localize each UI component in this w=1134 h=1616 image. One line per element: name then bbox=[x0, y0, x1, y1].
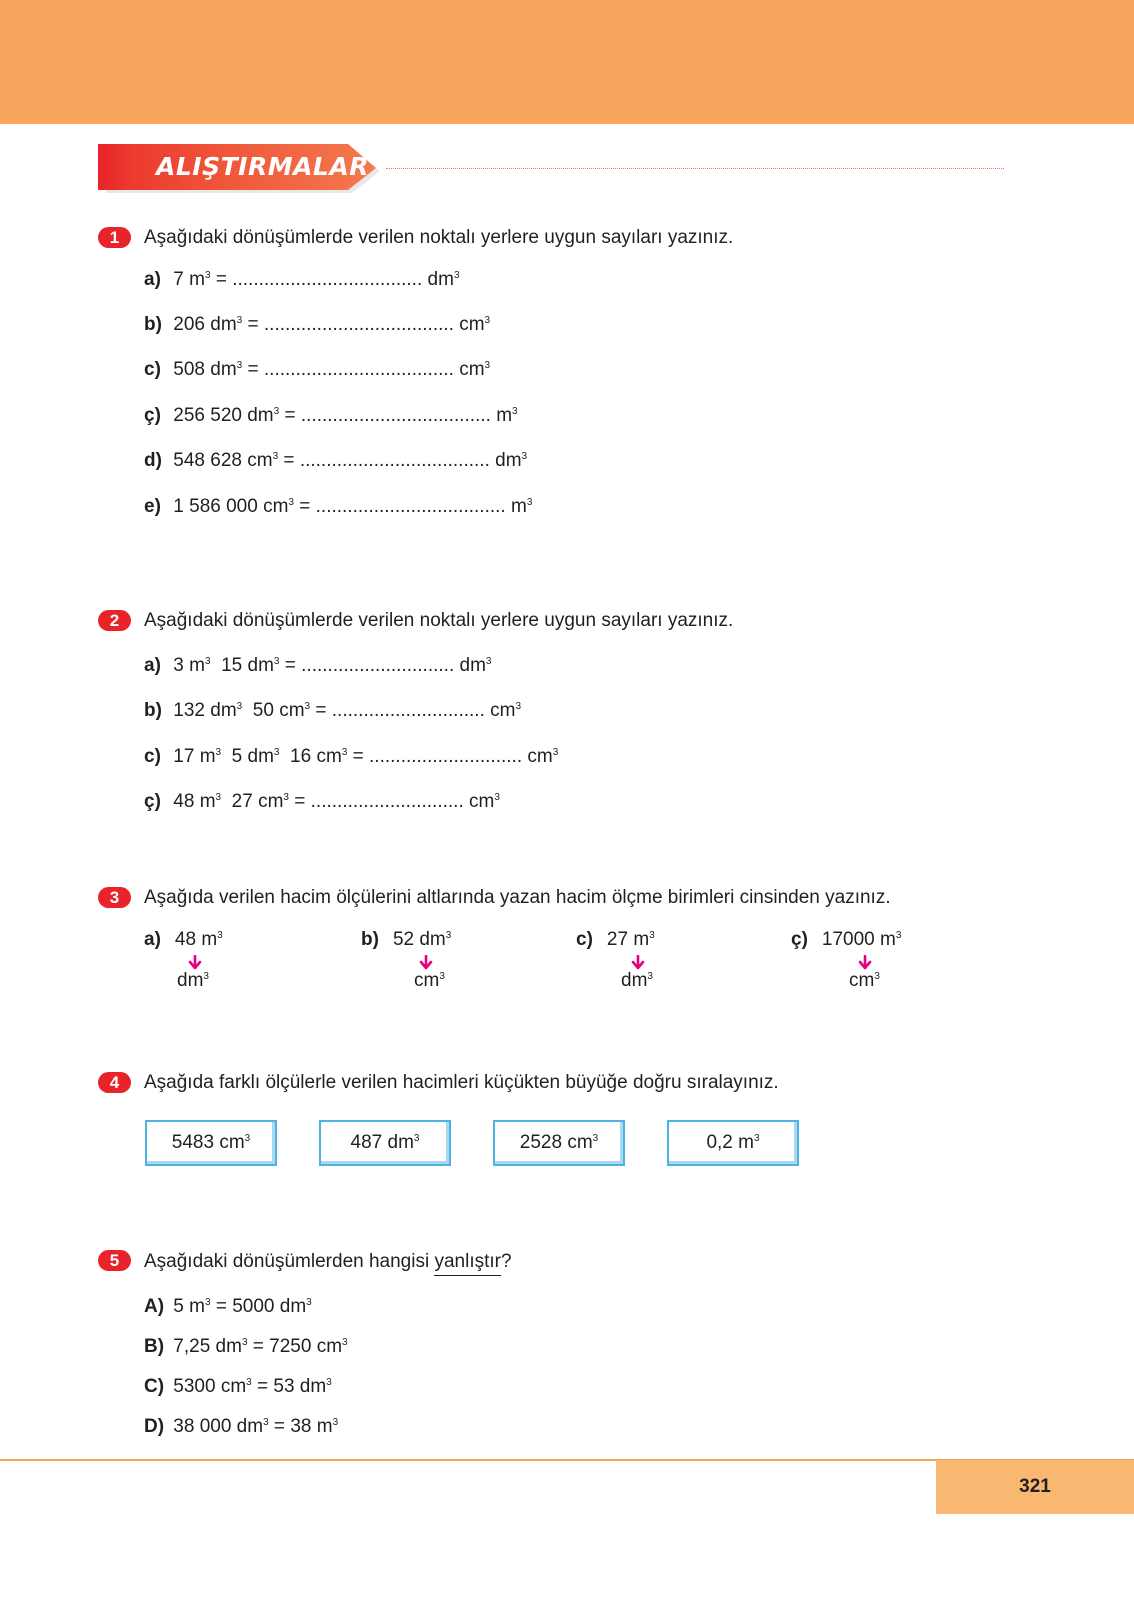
volume-box[interactable]: 487 $dm^3$ bbox=[319, 1120, 451, 1166]
down-arrow-icon bbox=[418, 955, 434, 971]
item-label: ç) bbox=[144, 791, 161, 812]
down-arrow-icon bbox=[857, 955, 873, 971]
q5-option-c[interactable]: C) 5300 $cm^3 = 53$ $dm^3$ bbox=[144, 1376, 332, 1397]
option-label: A) bbox=[144, 1296, 165, 1317]
item-label: b) bbox=[144, 700, 162, 721]
answer-blank[interactable]: ............................. bbox=[301, 655, 455, 676]
q2-item-c: c) 17 $m^3$ 5 $dm^3$ 16 $cm^3$ = ............................. $cm^3$ bbox=[144, 746, 559, 767]
item-label: b) bbox=[361, 929, 379, 950]
section-banner bbox=[98, 144, 383, 194]
banner-dotted-rule bbox=[386, 168, 1004, 169]
q3-item-c: c) 27 $m^3$ bbox=[576, 929, 655, 950]
q2-item-b: b) 132 $dm^3$ 50 $cm^3$ = ............................. $cm^3$ bbox=[144, 700, 522, 721]
emphasis-underlined: yanlıştır bbox=[434, 1252, 501, 1276]
q2-item-cc: ç) 48 $m^3$ 27 $cm^3$ = ............................. $cm^3$ bbox=[144, 791, 500, 812]
page-number: 321 bbox=[936, 1460, 1134, 1514]
q5-option-d[interactable]: D) 38 000 $dm^3 = 38$ $m^3$ bbox=[144, 1416, 339, 1437]
question-number-badge: 1 bbox=[98, 227, 131, 248]
volume-box[interactable]: 0,2 $m^3$ bbox=[667, 1120, 799, 1166]
item-label: d) bbox=[144, 450, 162, 471]
q3-target-unit: $dm^3$ bbox=[621, 970, 653, 991]
q5-option-b[interactable]: B) 7,25 $dm^3 = 7250$ $cm^3$ bbox=[144, 1336, 348, 1357]
question-number-badge: 5 bbox=[98, 1250, 131, 1271]
answer-blank[interactable]: ............................. bbox=[310, 791, 464, 812]
q1-item-e: e) 1 586 000 $cm^3$ = .................................... $m^3$ bbox=[144, 496, 533, 517]
option-label: D) bbox=[144, 1416, 165, 1437]
item-label: a) bbox=[144, 929, 161, 950]
answer-blank[interactable]: .................................... bbox=[300, 405, 491, 426]
q1-item-b: b) 206 $dm^3$ = .................................... $cm^3$ bbox=[144, 314, 491, 335]
question-4-prompt: Aşağıda farklı ölçülerle verilen hacimleri küçükten büyüğe doğru sıralayınız. bbox=[144, 1072, 779, 1093]
volume-box[interactable]: 5483 $cm^3$ bbox=[145, 1120, 277, 1166]
q1-item-a: a) 7 $m^3$ = .................................... $dm^3$ bbox=[144, 269, 460, 290]
down-arrow-icon bbox=[187, 955, 203, 971]
answer-blank[interactable]: .................................... bbox=[263, 314, 454, 335]
option-label: B) bbox=[144, 1336, 165, 1357]
answer-blank[interactable]: ............................. bbox=[369, 746, 523, 767]
item-label: ç) bbox=[791, 929, 808, 950]
q1-item-cc: ç) 256 520 $dm^3$ = .................................... $m^3$ bbox=[144, 405, 518, 426]
section-title: ALIŞTIRMALAR bbox=[156, 152, 369, 181]
item-label: c) bbox=[576, 929, 593, 950]
question-3-prompt: Aşağıda verilen hacim ölçülerini altlarında yazan hacim ölçme birimleri cinsinden yazınız. bbox=[144, 887, 891, 908]
down-arrow-icon bbox=[630, 955, 646, 971]
question-5-prompt: Aşağıdaki dönüşümlerden hangisi yanlıştır? bbox=[144, 1251, 512, 1276]
q1-item-d: d) 548 628 $cm^3$ = .................................... $dm^3$ bbox=[144, 450, 528, 471]
answer-blank[interactable]: .................................... bbox=[299, 450, 490, 471]
question-number-badge: 4 bbox=[98, 1072, 131, 1093]
option-label: C) bbox=[144, 1376, 165, 1397]
answer-blank[interactable]: .................................... bbox=[232, 269, 423, 290]
item-label: e) bbox=[144, 496, 161, 517]
answer-blank[interactable]: .................................... bbox=[263, 359, 454, 380]
q3-item-a: a) 48 $m^3$ bbox=[144, 929, 223, 950]
answer-blank[interactable]: ............................. bbox=[331, 700, 485, 721]
answer-blank[interactable]: .................................... bbox=[315, 496, 506, 517]
question-number-badge: 3 bbox=[98, 887, 131, 908]
item-label: a) bbox=[144, 269, 161, 290]
q3-target-unit: $cm^3$ bbox=[849, 970, 880, 991]
item-label: c) bbox=[144, 746, 161, 767]
q3-target-unit: $dm^3$ bbox=[177, 970, 209, 991]
q2-item-a: a) 3 $m^3$ 15 $dm^3$ = ............................. $dm^3$ bbox=[144, 655, 492, 676]
q1-item-c: c) 508 $dm^3$ = .................................... $cm^3$ bbox=[144, 359, 491, 380]
item-label: a) bbox=[144, 655, 161, 676]
q3-item-cc: ç) 17000 $m^3$ bbox=[791, 929, 902, 950]
question-number-badge: 2 bbox=[98, 610, 131, 631]
question-1-prompt: Aşağıdaki dönüşümlerde verilen noktalı yerlere uygun sayıları yazınız. bbox=[144, 227, 734, 248]
q5-option-a[interactable]: A) 5 $m^3 = 5000$ $dm^3$ bbox=[144, 1296, 312, 1317]
item-label: c) bbox=[144, 359, 161, 380]
q3-item-b: b) 52 $dm^3$ bbox=[361, 929, 452, 950]
q3-target-unit: $cm^3$ bbox=[414, 970, 445, 991]
volume-box[interactable]: 2528 $cm^3$ bbox=[493, 1120, 625, 1166]
top-color-band bbox=[0, 0, 1134, 124]
question-2-prompt: Aşağıdaki dönüşümlerde verilen noktalı yerlere uygun sayıları yazınız. bbox=[144, 610, 734, 631]
item-label: b) bbox=[144, 314, 162, 335]
item-label: ç) bbox=[144, 405, 161, 426]
